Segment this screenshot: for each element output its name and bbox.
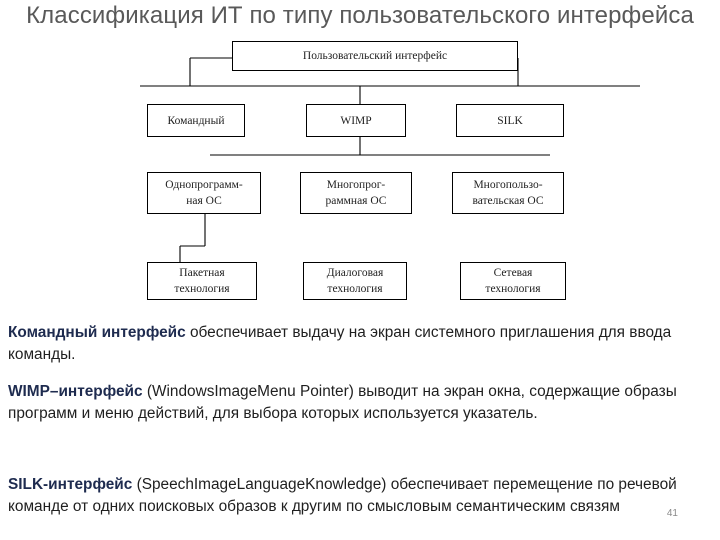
page-number: 41 xyxy=(666,508,678,519)
description-silk-interface: (SpeechImageLanguageKnowledge) обеспечивает перемещение по речевой команде от одних поисковых образов к другим по смысловым семантическим связям xyxy=(8,476,677,515)
node-batch-technology: Пакетная технология xyxy=(147,262,257,300)
description-command-interface: обеспечивает выдачу на экран системного приглашения для ввода команды. xyxy=(8,324,672,363)
node-multi-user-os: Многопользо- вательская ОС xyxy=(452,172,564,214)
paragraph-silk-interface xyxy=(8,474,708,517)
paragraph-command-interface xyxy=(8,322,708,365)
node-multi-program-os: Многопрог- раммная ОС xyxy=(300,172,412,214)
term-wimp-interface: WIMP–интерфейс xyxy=(8,383,143,400)
node-silk-interface: SILK xyxy=(456,104,564,137)
node-network-technology: Сетевая технология xyxy=(460,262,566,300)
node-user-interface: Пользовательский интерфейс xyxy=(232,41,518,71)
node-dialog-technology: Диалоговая технология xyxy=(303,262,407,300)
description-wimp-interface: (WindowsImageMenu Pointer) выводит на экран окна, содержащие образы программ и меню действий, для выбора которых используется указатель. xyxy=(8,383,677,422)
term-command-interface: Командный интерфейс xyxy=(8,324,186,341)
node-command-interface: Командный xyxy=(147,104,245,137)
term-silk-interface: SILK-интерфейс xyxy=(8,476,133,493)
node-wimp-interface: WIMP xyxy=(306,104,406,137)
node-single-program-os: Однопрограмм- ная ОС xyxy=(147,172,261,214)
slide-title: Классификация ИТ по типу пользовательского интерфейса xyxy=(26,2,694,29)
paragraph-wimp-interface xyxy=(8,381,708,424)
